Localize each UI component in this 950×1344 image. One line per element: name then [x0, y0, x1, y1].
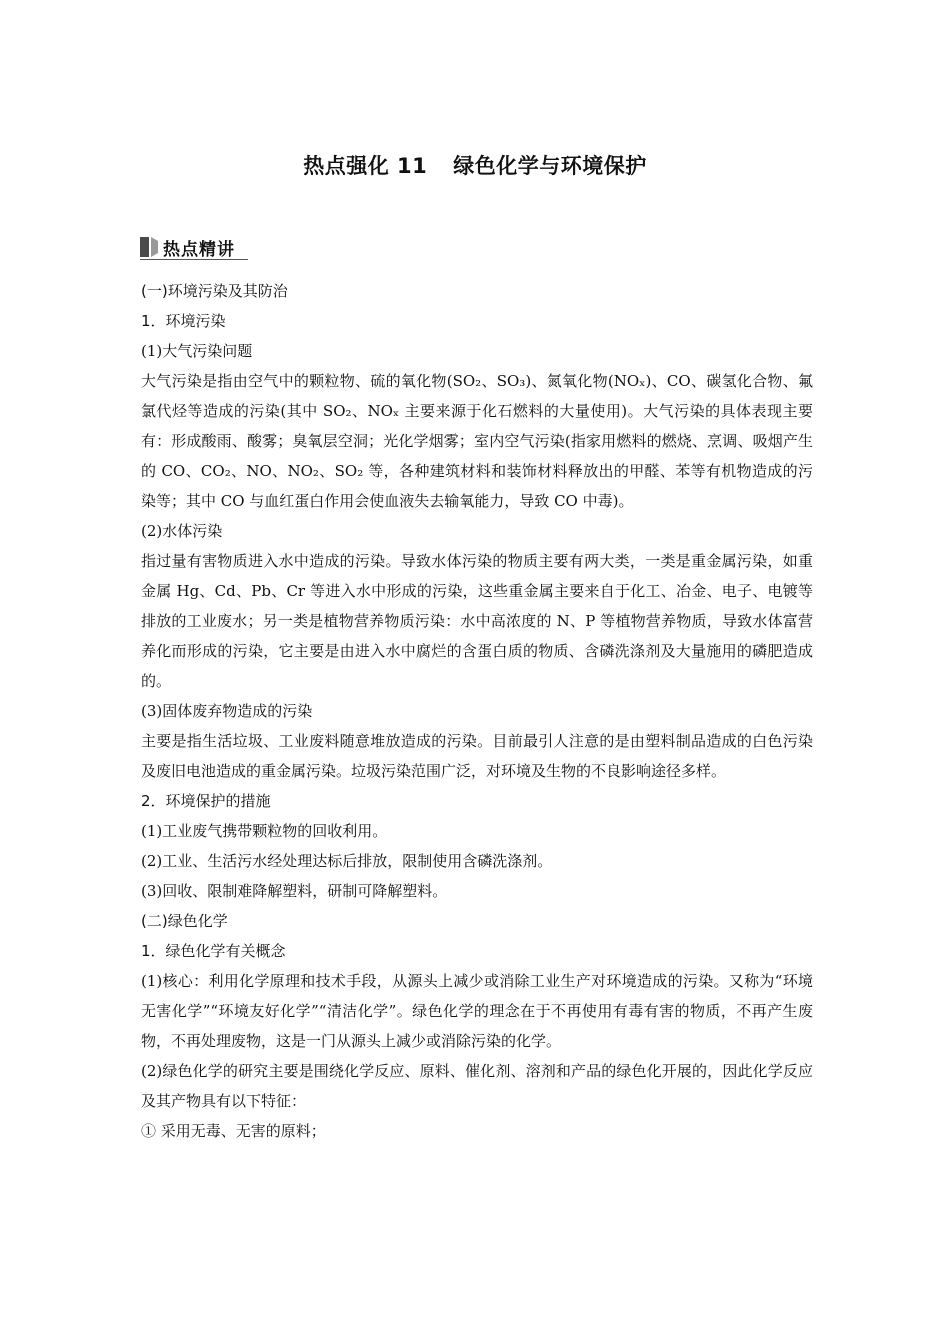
paragraph-core: (1)核心：利用化学原理和技术手段，从源头上减少或消除工业生产对环境造成的污染。又称为“环境无害化学”“环境友好化学”“清洁化学”。绿色化学的理念在于不再使用有毒有害的物质，不再产生废物，不再处理废物，这是一门从源头上减少或消除污染的化学。	[141, 972, 813, 1050]
measure-1: (1)工业废气携带颗粒物的回收利用。	[141, 822, 388, 840]
title-sub: 绿色化学与环境保护	[453, 154, 647, 178]
paragraph-research: (2)绿色化学的研究主要是围绕化学反应、原料、催化剂、溶剂和产品的绿色化开展的，因此化学反应及其产物具有以下特征：	[141, 1062, 813, 1110]
subheading-air-pollution: (1)大气污染问题	[141, 342, 253, 360]
feature-1: ① 采用无毒、无害的原料；	[141, 1122, 326, 1140]
heading-green-chemistry-concepts: 1．绿色化学有关概念	[141, 942, 286, 960]
paragraph-air-pollution: 大气污染是指由空气中的颗粒物、硫的氧化物(SO₂、SO₃)、氮氧化物(NOₓ)、CO、碳氢化合物、氟氯代烃等造成的污染(其中 SO₂、NOₓ 主要来源于化石燃料的大量使用)。大气污染的具体表现主要有：形成酸雨、酸雾；臭氧层空洞；光化学烟雾；室内空气污染(指家用燃料的燃烧、烹调、吸烟产生的 CO、CO₂、NO、NO₂、SO₂ 等，各种建筑材料和装饰材料释放出的甲醛、苯等有机物造成的污染等；其中 CO 与血红蛋白作用会使血液失去输氧能力，导致 CO 中毒)。	[141, 372, 813, 510]
measure-2: (2)工业、生活污水经处理达标后排放，限制使用含磷洗涤剂。	[141, 852, 553, 870]
paragraph-solid-waste: 主要是指生活垃圾、工业废料随意堆放造成的污染。目前最引人注意的是由塑料制品造成的白色污染及废旧电池造成的重金属污染。垃圾污染范围广泛，对环境及生物的不良影响途径多样。	[141, 732, 813, 780]
measure-3: (3)回收、限制难降解塑料，研制可降解塑料。	[141, 882, 448, 900]
subheading-solid-waste: (3)固体废弃物造成的污染	[141, 702, 313, 720]
section-marker-icon	[140, 237, 158, 257]
section-underline	[140, 259, 248, 260]
section-header	[140, 234, 235, 260]
body-text	[141, 276, 813, 1146]
heading-environmental-pollution: 1．环境污染	[141, 312, 226, 330]
subheading-water-pollution: (2)水体污染	[141, 522, 223, 540]
heading-protection-measures: 2．环境保护的措施	[141, 792, 271, 810]
paragraph-water-pollution: 指过量有害物质进入水中造成的污染。导致水体污染的物质主要有两大类，一类是重金属污染，如重金属 Hg、Cd、Pb、Cr 等进入水中形成的污染，这些重金属主要来自于化工、冶金、电子、电镀等排放的工业废水；另一类是植物营养物质污染：水中高浓度的 N、P 等植物营养物质，导致水体富营养化而形成的污染，它主要是由进入水中腐烂的含蛋白质的物质、含磷洗涤剂及大量施用的磷肥造成的。	[141, 552, 813, 690]
heading-pollution-control: (一)环境污染及其防治	[141, 282, 288, 300]
page-title	[0, 150, 950, 180]
heading-green-chemistry: (二)绿色化学	[141, 912, 228, 930]
title-main: 热点强化 11	[303, 154, 428, 178]
section-label: 热点精讲	[163, 239, 235, 260]
